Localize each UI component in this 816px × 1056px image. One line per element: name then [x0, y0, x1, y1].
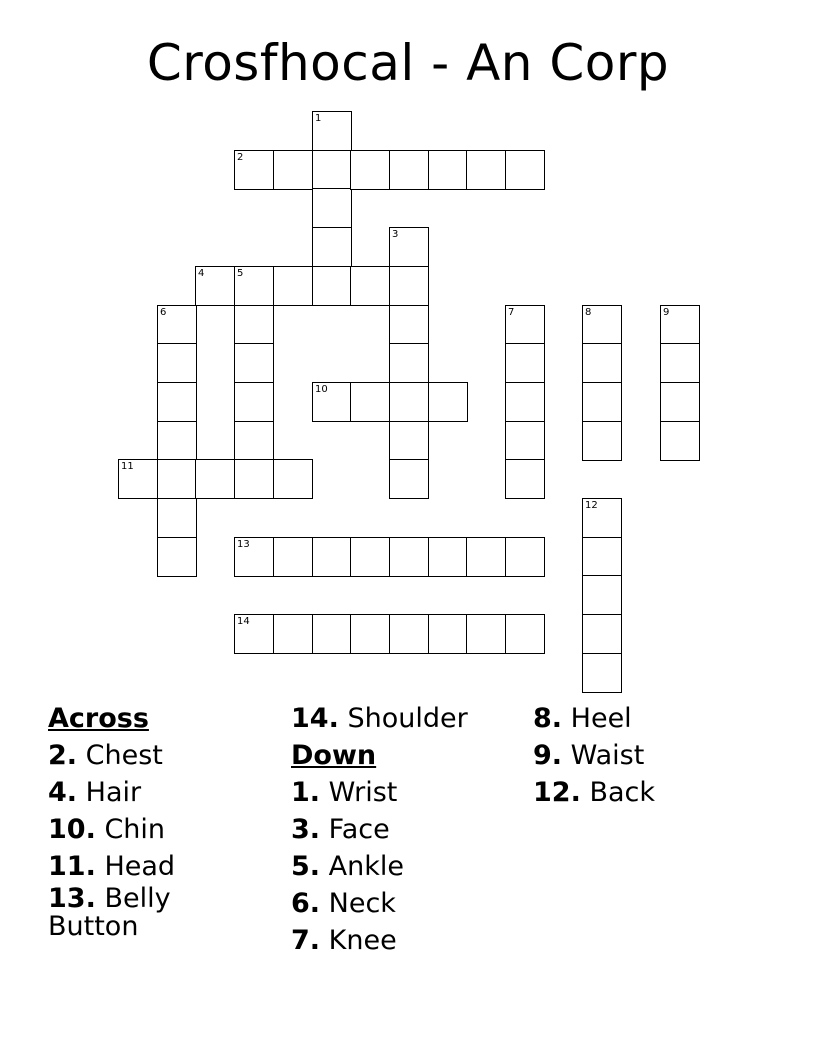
grid-cell[interactable]: [234, 150, 274, 190]
across-clue-14: 14. Shoulder: [291, 703, 468, 734]
grid-cell[interactable]: [157, 498, 197, 538]
grid-cell[interactable]: [389, 459, 429, 499]
grid-cell[interactable]: [428, 614, 468, 654]
grid-cell[interactable]: [505, 305, 545, 345]
grid-cell[interactable]: [312, 111, 352, 151]
grid-cell[interactable]: [234, 421, 274, 461]
grid-cell[interactable]: [389, 266, 429, 306]
grid-cell[interactable]: [234, 266, 274, 306]
across-clue-11: 11. Head: [48, 851, 176, 882]
grid-cell[interactable]: [389, 421, 429, 461]
grid-cell[interactable]: [234, 614, 274, 654]
grid-cell[interactable]: [157, 343, 197, 383]
grid-cell[interactable]: [312, 150, 352, 190]
grid-cell[interactable]: [505, 614, 545, 654]
grid-cell[interactable]: [582, 575, 622, 615]
grid-cell[interactable]: [505, 537, 545, 577]
grid-cell[interactable]: [582, 382, 622, 422]
grid-cell[interactable]: [157, 305, 197, 345]
grid-cell[interactable]: [273, 150, 313, 190]
grid-cell[interactable]: [350, 382, 390, 422]
grid-cell[interactable]: [505, 343, 545, 383]
across-clue-13: 13. Belly Button: [48, 883, 171, 942]
grid-cell[interactable]: [660, 343, 700, 383]
clue-number: 5: [237, 268, 244, 279]
grid-cell[interactable]: [157, 459, 197, 499]
grid-cell[interactable]: [582, 614, 622, 654]
grid-cell[interactable]: [273, 266, 313, 306]
grid-cell[interactable]: [350, 150, 390, 190]
grid-cell[interactable]: [582, 537, 622, 577]
grid-cell[interactable]: [466, 537, 506, 577]
grid-cell[interactable]: [273, 537, 313, 577]
clue-number: 2: [237, 152, 244, 163]
grid-cell[interactable]: [582, 305, 622, 345]
grid-cell[interactable]: [312, 614, 352, 654]
grid-cell[interactable]: [273, 614, 313, 654]
down-clue-3: 3. Face: [291, 814, 390, 845]
grid-cell[interactable]: [582, 343, 622, 383]
grid-cell[interactable]: [660, 382, 700, 422]
grid-cell[interactable]: [195, 266, 235, 306]
grid-cell[interactable]: [582, 498, 622, 538]
clue-number: 10: [315, 384, 328, 395]
down-clue-6: 6. Neck: [291, 888, 396, 919]
grid-cell[interactable]: [582, 653, 622, 693]
grid-cell[interactable]: [582, 421, 622, 461]
grid-cell[interactable]: [234, 382, 274, 422]
grid-cell[interactable]: [389, 150, 429, 190]
clue-number: 12: [585, 500, 598, 511]
down-clue-8: 8. Heel: [533, 703, 632, 734]
clue-column-1: [48, 700, 208, 947]
grid-cell[interactable]: [312, 382, 352, 422]
grid-cell[interactable]: [505, 382, 545, 422]
clue-column-2: [291, 700, 468, 959]
grid-cell[interactable]: [428, 150, 468, 190]
grid-cell[interactable]: [350, 537, 390, 577]
clue-number: 14: [237, 616, 250, 627]
clue-number: 6: [160, 307, 167, 318]
grid-cell[interactable]: [350, 266, 390, 306]
down-clue-12: 12. Back: [533, 777, 655, 808]
clue-number: 8: [585, 307, 592, 318]
grid-cell[interactable]: [195, 459, 235, 499]
grid-cell[interactable]: [428, 382, 468, 422]
down-clue-5: 5. Ankle: [291, 851, 404, 882]
grid-cell[interactable]: [273, 459, 313, 499]
grid-cell[interactable]: [389, 227, 429, 267]
grid-cell[interactable]: [157, 421, 197, 461]
grid-cell[interactable]: [505, 421, 545, 461]
clue-number: 11: [121, 461, 134, 472]
across-clue-2: 2. Chest: [48, 740, 163, 771]
across-clue-10: 10. Chin: [48, 814, 166, 845]
grid-cell[interactable]: [389, 305, 429, 345]
grid-cell[interactable]: [312, 227, 352, 267]
grid-cell[interactable]: [428, 537, 468, 577]
grid-cell[interactable]: [312, 188, 352, 228]
clue-number: 9: [663, 307, 670, 318]
down-clue-9: 9. Waist: [533, 740, 645, 771]
clue-number: 13: [237, 539, 250, 550]
across-heading: Across: [48, 703, 149, 734]
down-clue-7: 7. Knee: [291, 925, 397, 956]
grid-cell[interactable]: [157, 382, 197, 422]
across-clue-4: 4. Hair: [48, 777, 142, 808]
grid-cell[interactable]: [466, 614, 506, 654]
puzzle-title: Crosfhocal - An Corp: [146, 34, 670, 92]
clue-number: 7: [508, 307, 515, 318]
grid-cell[interactable]: [660, 305, 700, 345]
grid-cell[interactable]: [234, 343, 274, 383]
down-heading: Down: [291, 740, 377, 771]
grid-cell[interactable]: [505, 150, 545, 190]
grid-cell[interactable]: [157, 537, 197, 577]
clue-number: 4: [198, 268, 205, 279]
down-clue-1: 1. Wrist: [291, 777, 398, 808]
grid-cell[interactable]: [350, 614, 390, 654]
grid-cell[interactable]: [234, 305, 274, 345]
grid-cell[interactable]: [234, 537, 274, 577]
clue-column-3: [533, 700, 655, 811]
grid-cell[interactable]: [466, 150, 506, 190]
grid-cell[interactable]: [389, 382, 429, 422]
grid-cell[interactable]: [234, 459, 274, 499]
clue-number: 1: [315, 113, 322, 124]
grid-cell[interactable]: [389, 343, 429, 383]
grid-cell[interactable]: [389, 614, 429, 654]
grid-cell[interactable]: [118, 459, 158, 499]
clue-number: 3: [392, 229, 399, 240]
grid-cell[interactable]: [312, 537, 352, 577]
grid-cell[interactable]: [505, 459, 545, 499]
grid-cell[interactable]: [312, 266, 352, 306]
grid-cell[interactable]: [389, 537, 429, 577]
grid-cell[interactable]: [660, 421, 700, 461]
